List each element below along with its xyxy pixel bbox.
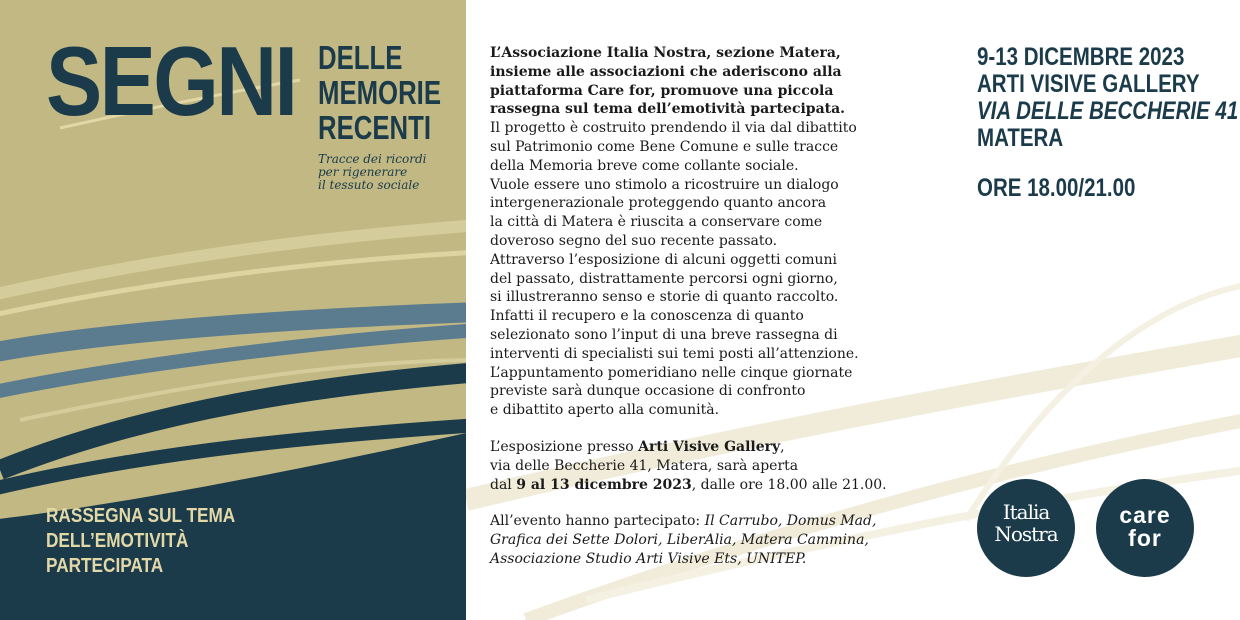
tagline-line: Tracce dei ricordi xyxy=(318,152,427,166)
logo-word: Italia xyxy=(1002,500,1050,524)
care-for-wordmark xyxy=(1096,504,1194,550)
event-details xyxy=(977,44,1238,202)
event-dates: 9-13 DICEMBRE 2023 xyxy=(977,43,1185,71)
body-line: previste sarà dunque occasione di confronto xyxy=(490,383,806,400)
body-line: interventi di specialisti sui temi posti all’attenzione. xyxy=(490,345,859,362)
italia-nostra-wordmark xyxy=(977,501,1075,545)
exhibit-line: via delle Beccherie 41, Matera, sarà aperta xyxy=(490,457,799,474)
exhibit-dates: 9 al 13 dicembre 2023 xyxy=(516,476,692,493)
title-line: DELLE xyxy=(318,39,403,76)
tagline xyxy=(318,153,426,192)
event-hours: ORE 18.00/21.00 xyxy=(977,174,1136,202)
intro-line: rassegna sul tema dell’emotività partecipata. xyxy=(490,101,846,118)
intro-line: L’Associazione Italia Nostra, sezione Matera, xyxy=(490,45,841,61)
title-subtitle xyxy=(318,40,441,145)
participants-lead: All’evento hanno partecipato: xyxy=(490,513,705,530)
participants-line xyxy=(490,512,950,531)
title-segni: SEGNI xyxy=(46,26,296,136)
event-venue: ARTI VISIVE GALLERY xyxy=(977,70,1200,98)
italia-nostra-logo xyxy=(977,479,1075,577)
participants-line: Grafica dei Sette Dolori, LiberAlia, Matera Cammina, xyxy=(490,532,869,549)
logo-word: for xyxy=(1128,525,1162,551)
care-for-logo xyxy=(1096,479,1194,577)
exhibit-text: dal xyxy=(490,476,517,493)
title-line: RECENTI xyxy=(318,109,431,146)
exhibit-text: , xyxy=(780,438,785,455)
body-line: doveroso segno del suo recente passato. xyxy=(490,232,778,249)
rassegna-line: RASSEGNA SUL TEMA xyxy=(46,505,236,527)
body-line: sul Patrimonio come Bene Comune e sulle tracce xyxy=(490,138,839,155)
tagline-line: il tessuto sociale xyxy=(318,178,420,192)
left-cover-panel xyxy=(0,0,466,620)
body-line: Il progetto è costruito prendendo il via dal dibattito xyxy=(490,120,857,137)
gallery-name: Arti Visive Gallery xyxy=(638,438,781,455)
rassegna-line: PARTECIPATA xyxy=(46,555,164,577)
intro-line: insieme alle associazioni che aderiscono alla xyxy=(490,63,842,80)
body-line: la città di Matera è riuscita a conservare come xyxy=(490,214,823,231)
exhibit-line xyxy=(490,476,950,495)
body-line: L’appuntamento pomeridiano nelle cinque giornate xyxy=(490,364,853,381)
exhibit-line xyxy=(490,438,950,457)
title-line: MEMORIE xyxy=(318,74,441,111)
body-line: Vuole essere uno stimolo a ricostruire un dialogo xyxy=(490,176,839,193)
exhibit-text: L’esposizione presso xyxy=(490,438,639,455)
rassegna-label xyxy=(46,504,235,579)
body-line: intergenerazionale proteggendo quanto ancora xyxy=(490,195,827,212)
body-line: selezionato sono l’input di una breve rassegna di xyxy=(490,326,838,343)
event-address: VIA DELLE BECCHERIE 41 xyxy=(977,97,1239,125)
logo-word: care xyxy=(1119,502,1171,528)
rassegna-line: DELL’EMOTIVITÀ xyxy=(46,530,189,552)
body-line: si illustreranno senso e storie di quanto raccolto. xyxy=(490,289,839,306)
description-text xyxy=(490,44,950,569)
exhibit-text: , dalle ore 18.00 alle 21.00. xyxy=(691,476,887,493)
participants-line: Associazione Studio Arti Visive Ets, UNITEP. xyxy=(490,550,807,567)
body-line: e dibattito aperto alla comunità. xyxy=(490,402,720,419)
logo-word: Nostra xyxy=(994,522,1058,546)
body-line: della Memoria breve come collante sociale. xyxy=(490,157,799,174)
body-line: del passato, distrattamente percorsi ogni giorno, xyxy=(490,270,838,287)
event-city: MATERA xyxy=(977,124,1064,152)
intro-line: piattaforma Care for, promuove una piccola xyxy=(490,82,834,99)
tagline-line: per rigenerare xyxy=(318,165,408,179)
body-line: Attraverso l’esposizione di alcuni oggetti comuni xyxy=(490,251,837,268)
participants-names: Il Carrubo, Domus Mad, xyxy=(704,513,877,530)
body-line: Infatti il recupero e la conoscenza di quanto xyxy=(490,308,804,325)
